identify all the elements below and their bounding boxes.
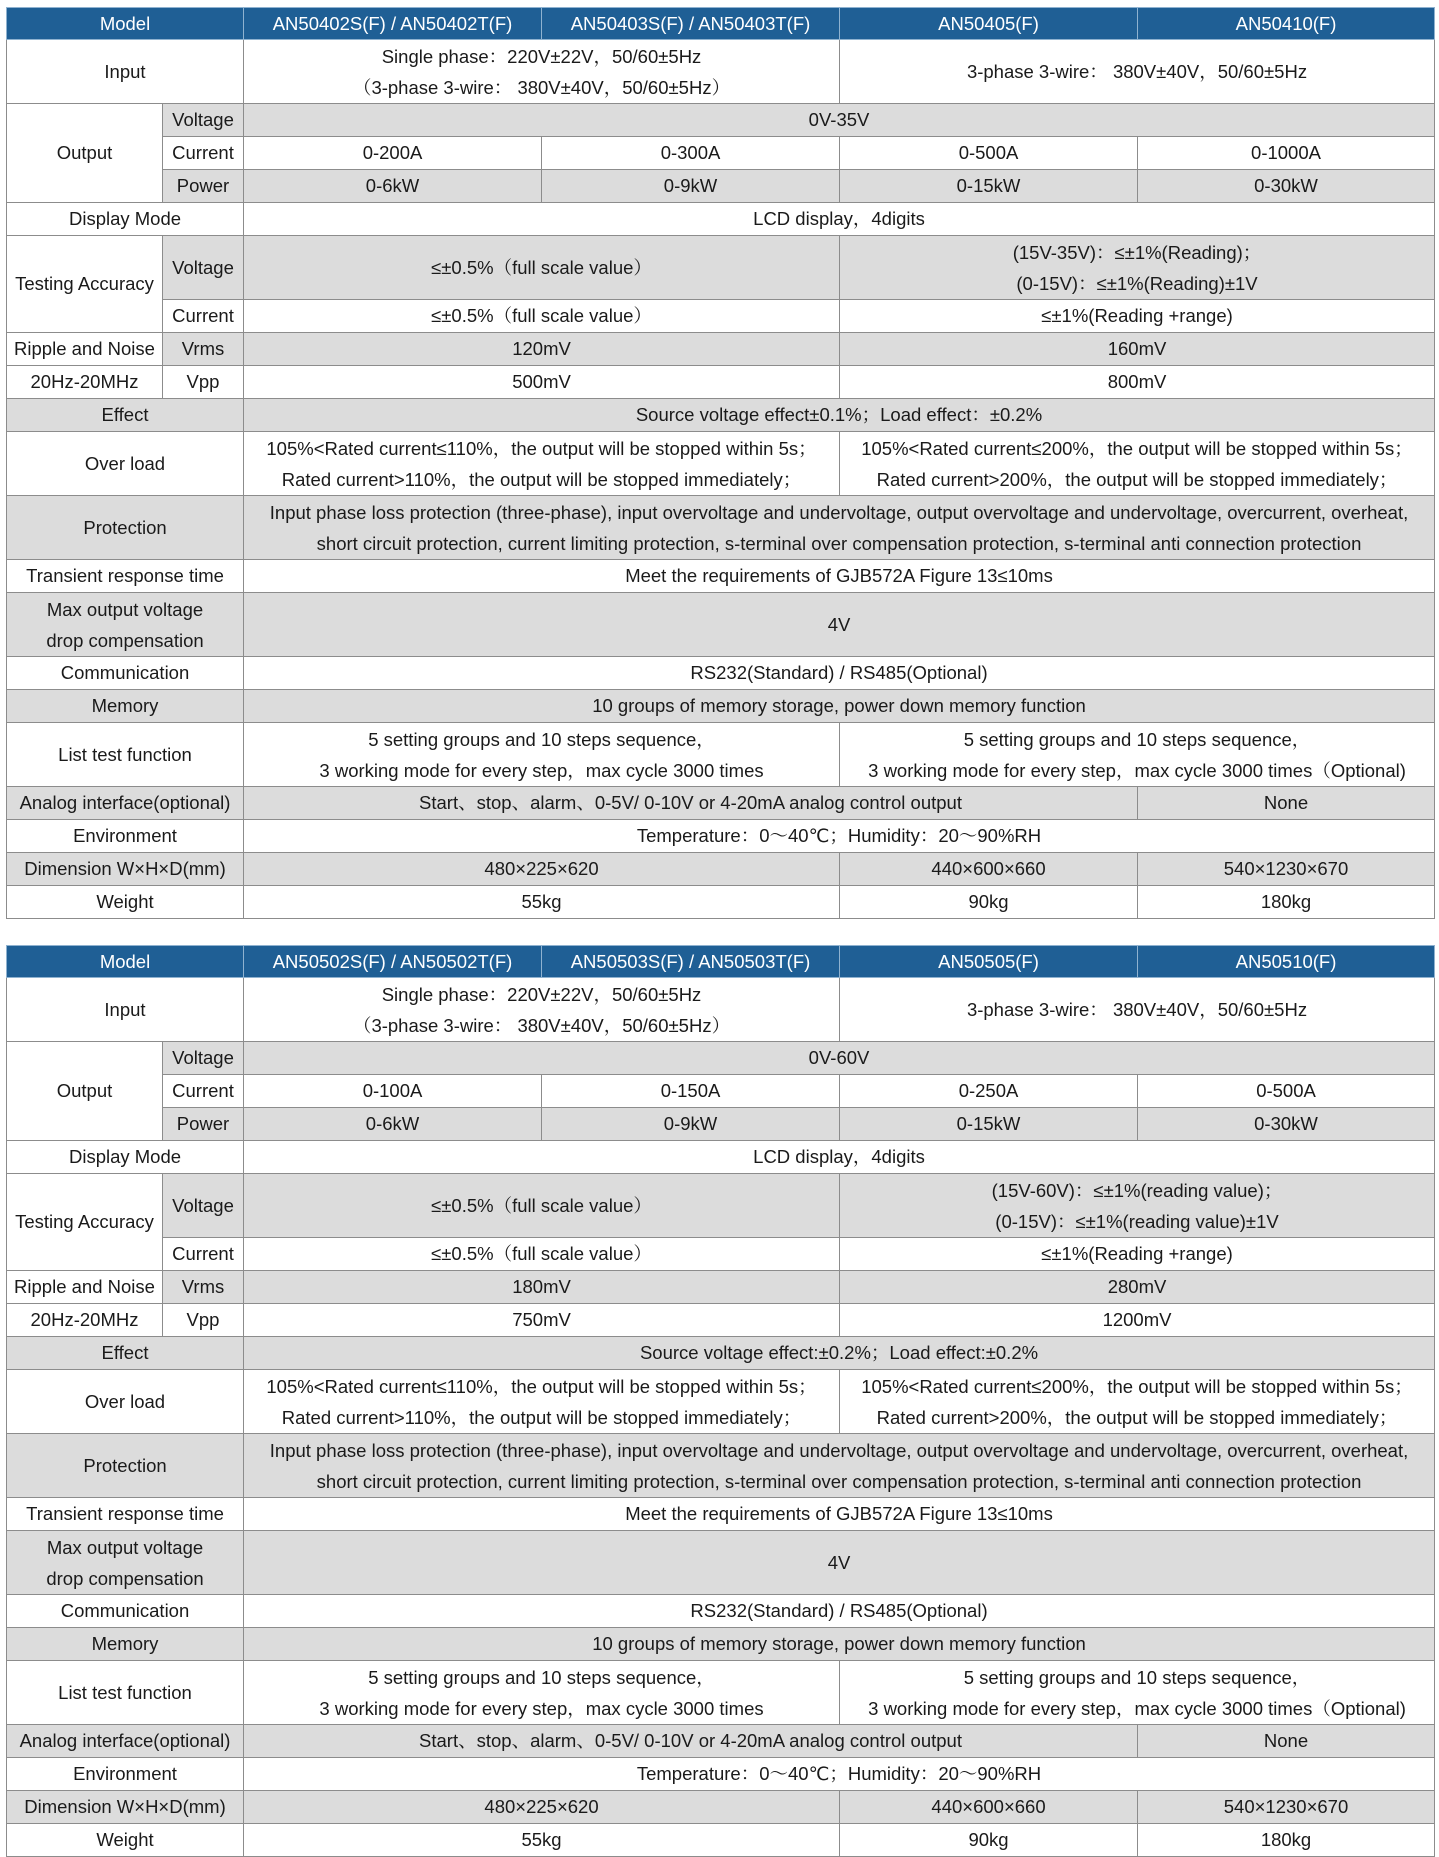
communication-value: RS232(Standard) / RS485(Optional) <box>244 657 1435 690</box>
maxdrop-label <box>7 1531 244 1595</box>
overload-a <box>244 432 840 496</box>
display-value: LCD display，4digits <box>244 203 1435 236</box>
ripple-vpp-b: 1200mV <box>840 1304 1435 1337</box>
list-a <box>244 1661 840 1725</box>
memory-label: Memory <box>7 690 244 723</box>
ripple-vpp-row <box>7 1304 1435 1337</box>
display-value: LCD display，4digits <box>244 1141 1435 1174</box>
input-label: Input <box>7 40 244 104</box>
effect-label: Effect <box>7 1337 244 1370</box>
output-current-1: 0-200A <box>244 137 542 170</box>
dimension-row <box>7 1791 1435 1824</box>
output-power-1: 0-6kW <box>244 170 542 203</box>
protection-row <box>7 1434 1435 1498</box>
output-power-4: 0-30kW <box>1138 170 1435 203</box>
analog-value-a: Start、stop、alarm、0-5V/ 0-10V or 4-20mA analog control output <box>244 787 1138 820</box>
list-b-line1: 5 setting groups and 10 steps sequence， <box>963 1666 1311 1688</box>
output-voltage-row <box>7 104 1435 137</box>
ripple-band-label: 20Hz-20MHz <box>7 366 163 399</box>
accuracy-voltage-b <box>840 236 1435 300</box>
list-a-line1: 5 setting groups and 10 steps sequence， <box>368 1666 715 1688</box>
weight-c: 180kg <box>1138 886 1435 919</box>
ripple-vpp-a: 750mV <box>244 1304 840 1337</box>
header-row <box>7 8 1435 40</box>
overload-a <box>244 1370 840 1434</box>
ripple-vrms-label: Vrms <box>163 1271 244 1304</box>
list-a-line2: 3 working mode for every step，max cycle 3000 times <box>319 759 764 781</box>
output-label: Output <box>7 104 163 203</box>
header-model-1: AN50502S(F) / AN50502T(F) <box>244 946 542 978</box>
output-current-4: 0-500A <box>1138 1075 1435 1108</box>
transient-value: Meet the requirements of GJB572A Figure 13≤10ms <box>244 1498 1435 1531</box>
transient-label: Transient response time <box>7 1498 244 1531</box>
environment-row <box>7 1758 1435 1791</box>
overload-a-line2: Rated current>110%，the output will be stopped immediately； <box>281 468 802 490</box>
environment-value: Temperature：0～40℃；Humidity：20～90%RH <box>244 1758 1435 1791</box>
accuracy-voltage-b-line2: (0-15V)：≤±1%(reading value)±1V <box>995 1210 1279 1232</box>
header-model-label: Model <box>7 8 244 40</box>
memory-value: 10 groups of memory storage, power down memory function <box>244 1628 1435 1661</box>
overload-b-line1: 105%<Rated current≤200%，the output will be stopped within 5s； <box>861 437 1413 459</box>
list-a <box>244 723 840 787</box>
analog-label: Analog interface(optional) <box>7 1725 244 1758</box>
output-power-3: 0-15kW <box>840 170 1138 203</box>
output-power-2: 0-9kW <box>542 170 840 203</box>
accuracy-current-label: Current <box>163 1238 244 1271</box>
accuracy-current-b: ≤±1%(Reading +range) <box>840 300 1435 333</box>
accuracy-voltage-row <box>7 1174 1435 1238</box>
output-voltage-label: Voltage <box>163 104 244 137</box>
accuracy-current-a: ≤±0.5%（full scale value） <box>244 300 840 333</box>
environment-value: Temperature：0～40℃；Humidity：20～90%RH <box>244 820 1435 853</box>
weight-label: Weight <box>7 886 244 919</box>
input-row <box>7 978 1435 1042</box>
dimension-c: 540×1230×670 <box>1138 853 1435 886</box>
header-model-3: AN50405(F) <box>840 8 1138 40</box>
dimension-b: 440×600×660 <box>840 1791 1138 1824</box>
output-voltage-value: 0V-35V <box>244 104 1435 137</box>
input-a-line1: Single phase：220V±22V，50/60±5Hz <box>381 983 702 1005</box>
accuracy-current-row <box>7 1238 1435 1271</box>
ripple-band-label: 20Hz-20MHz <box>7 1304 163 1337</box>
transient-value: Meet the requirements of GJB572A Figure 13≤10ms <box>244 560 1435 593</box>
output-power-row <box>7 1108 1435 1141</box>
output-current-label: Current <box>163 137 244 170</box>
maxdrop-label-line1: Max output voltage <box>46 1536 204 1558</box>
input-a-line1: Single phase：220V±22V，50/60±5Hz <box>381 45 702 67</box>
header-model-3: AN50505(F) <box>840 946 1138 978</box>
dimension-b: 440×600×660 <box>840 853 1138 886</box>
output-current-3: 0-500A <box>840 137 1138 170</box>
ripple-vpp-b: 800mV <box>840 366 1435 399</box>
protection-line2: short circuit protection, current limiting protection, s-terminal over compensation protection, s-terminal anti connection protection <box>316 1470 1362 1492</box>
list-b-line2: 3 working mode for every step，max cycle 3000 times（Optional) <box>868 759 1406 781</box>
effect-row <box>7 399 1435 432</box>
overload-row <box>7 1370 1435 1434</box>
header-model-4: AN50410(F) <box>1138 8 1435 40</box>
accuracy-current-b: ≤±1%(Reading +range) <box>840 1238 1435 1271</box>
maxdrop-row <box>7 1531 1435 1595</box>
dimension-a: 480×225×620 <box>244 853 840 886</box>
output-power-label: Power <box>163 170 244 203</box>
analog-value-a: Start、stop、alarm、0-5V/ 0-10V or 4-20mA analog control output <box>244 1725 1138 1758</box>
accuracy-label: Testing Accuracy <box>7 236 163 333</box>
output-current-row <box>7 137 1435 170</box>
input-value-b: 3-phase 3-wire： 380V±40V，50/60±5Hz <box>840 978 1435 1042</box>
protection-label: Protection <box>7 1434 244 1498</box>
overload-b-line1: 105%<Rated current≤200%，the output will be stopped within 5s； <box>861 1375 1413 1397</box>
environment-label: Environment <box>7 820 244 853</box>
protection-line2: short circuit protection, current limiting protection, s-terminal over compensation protection, s-terminal anti connection protection <box>316 532 1362 554</box>
accuracy-voltage-b-line1: (15V-35V)：≤±1%(Reading)； <box>1012 241 1262 263</box>
display-row <box>7 203 1435 236</box>
accuracy-voltage-b-line2: (0-15V)：≤±1%(Reading)±1V <box>1016 272 1258 294</box>
output-power-2: 0-9kW <box>542 1108 840 1141</box>
maxdrop-value: 4V <box>244 593 1435 657</box>
weight-row <box>7 1824 1435 1857</box>
transient-row <box>7 1498 1435 1531</box>
environment-row <box>7 820 1435 853</box>
ripple-vrms-b: 160mV <box>840 333 1435 366</box>
memory-row <box>7 690 1435 723</box>
ripple-vpp-a: 500mV <box>244 366 840 399</box>
dimension-label: Dimension W×H×D(mm) <box>7 1791 244 1824</box>
weight-row <box>7 886 1435 919</box>
input-a-line2: （3-phase 3-wire： 380V±40V，50/60±5Hz） <box>352 76 731 98</box>
list-a-line2: 3 working mode for every step，max cycle 3000 times <box>319 1697 764 1719</box>
ripple-vpp-label: Vpp <box>163 366 244 399</box>
maxdrop-value: 4V <box>244 1531 1435 1595</box>
overload-label: Over load <box>7 432 244 496</box>
accuracy-voltage-label: Voltage <box>163 236 244 300</box>
maxdrop-label-line2: drop compensation <box>46 1567 204 1589</box>
output-current-row <box>7 1075 1435 1108</box>
output-voltage-label: Voltage <box>163 1042 244 1075</box>
effect-row <box>7 1337 1435 1370</box>
ripple-vpp-label: Vpp <box>163 1304 244 1337</box>
input-row <box>7 40 1435 104</box>
protection-value <box>244 1434 1435 1498</box>
output-current-4: 0-1000A <box>1138 137 1435 170</box>
effect-value: Source voltage effect±0.1%；Load effect：±0.2% <box>244 399 1435 432</box>
ripple-label: Ripple and Noise <box>7 333 163 366</box>
dimension-row <box>7 853 1435 886</box>
input-a-line2: （3-phase 3-wire： 380V±40V，50/60±5Hz） <box>352 1014 731 1036</box>
list-a-line1: 5 setting groups and 10 steps sequence， <box>368 728 715 750</box>
analog-value-b: None <box>1138 787 1435 820</box>
accuracy-voltage-a: ≤±0.5%（full scale value） <box>244 236 840 300</box>
ripple-vrms-row <box>7 333 1435 366</box>
protection-line1: Input phase loss protection (three-phase), input overvoltage and undervoltage, output overvoltage and undervoltage, overcurrent, overheat, <box>269 1439 1409 1461</box>
list-label: List test function <box>7 1661 244 1725</box>
header-model-2: AN50503S(F) / AN50503T(F) <box>542 946 840 978</box>
overload-a-line2: Rated current>110%，the output will be stopped immediately； <box>281 1406 802 1428</box>
input-value-b: 3-phase 3-wire： 380V±40V，50/60±5Hz <box>840 40 1435 104</box>
weight-label: Weight <box>7 1824 244 1857</box>
list-label: List test function <box>7 723 244 787</box>
environment-label: Environment <box>7 1758 244 1791</box>
maxdrop-label-line1: Max output voltage <box>46 598 204 620</box>
communication-value: RS232(Standard) / RS485(Optional) <box>244 1595 1435 1628</box>
accuracy-current-a: ≤±0.5%（full scale value） <box>244 1238 840 1271</box>
spec-table-1 <box>6 7 1435 919</box>
communication-row <box>7 657 1435 690</box>
weight-b: 90kg <box>840 886 1138 919</box>
accuracy-label: Testing Accuracy <box>7 1174 163 1271</box>
output-power-1: 0-6kW <box>244 1108 542 1141</box>
output-label: Output <box>7 1042 163 1141</box>
overload-b <box>840 432 1435 496</box>
transient-row <box>7 560 1435 593</box>
analog-row <box>7 787 1435 820</box>
list-b-line2: 3 working mode for every step，max cycle 3000 times（Optional) <box>868 1697 1406 1719</box>
dimension-c: 540×1230×670 <box>1138 1791 1435 1824</box>
accuracy-voltage-b <box>840 1174 1435 1238</box>
ripple-vpp-row <box>7 366 1435 399</box>
communication-label: Communication <box>7 657 244 690</box>
maxdrop-row <box>7 593 1435 657</box>
output-current-1: 0-100A <box>244 1075 542 1108</box>
dimension-a: 480×225×620 <box>244 1791 840 1824</box>
accuracy-current-label: Current <box>163 300 244 333</box>
accuracy-voltage-b-line1: (15V-60V)：≤±1%(reading value)； <box>991 1179 1283 1201</box>
ripple-vrms-label: Vrms <box>163 333 244 366</box>
accuracy-voltage-row <box>7 236 1435 300</box>
analog-label: Analog interface(optional) <box>7 787 244 820</box>
accuracy-voltage-label: Voltage <box>163 1174 244 1238</box>
output-current-2: 0-150A <box>542 1075 840 1108</box>
memory-label: Memory <box>7 1628 244 1661</box>
weight-a: 55kg <box>244 886 840 919</box>
ripple-vrms-b: 280mV <box>840 1271 1435 1304</box>
input-value-a <box>244 40 840 104</box>
list-b-line1: 5 setting groups and 10 steps sequence， <box>963 728 1311 750</box>
list-row <box>7 1661 1435 1725</box>
overload-a-line1: 105%<Rated current≤110%，the output will be stopped within 5s； <box>266 1375 817 1397</box>
overload-label: Over load <box>7 1370 244 1434</box>
transient-label: Transient response time <box>7 560 244 593</box>
list-b <box>840 1661 1435 1725</box>
protection-label: Protection <box>7 496 244 560</box>
analog-row <box>7 1725 1435 1758</box>
overload-b-line2: Rated current>200%，the output will be stopped immediately； <box>876 468 1398 490</box>
protection-row <box>7 496 1435 560</box>
output-power-3: 0-15kW <box>840 1108 1138 1141</box>
memory-value: 10 groups of memory storage, power down memory function <box>244 690 1435 723</box>
output-current-label: Current <box>163 1075 244 1108</box>
header-model-4: AN50510(F) <box>1138 946 1435 978</box>
spec-table-2 <box>6 945 1435 1857</box>
overload-a-line1: 105%<Rated current≤110%，the output will be stopped within 5s； <box>266 437 817 459</box>
accuracy-voltage-a: ≤±0.5%（full scale value） <box>244 1174 840 1238</box>
display-label: Display Mode <box>7 1141 244 1174</box>
output-current-3: 0-250A <box>840 1075 1138 1108</box>
header-model-1: AN50402S(F) / AN50402T(F) <box>244 8 542 40</box>
maxdrop-label-line2: drop compensation <box>46 629 204 651</box>
header-row <box>7 946 1435 978</box>
effect-value: Source voltage effect:±0.2%；Load effect:±0.2% <box>244 1337 1435 1370</box>
ripple-vrms-a: 120mV <box>244 333 840 366</box>
input-value-a <box>244 978 840 1042</box>
header-model-label: Model <box>7 946 244 978</box>
protection-line1: Input phase loss protection (three-phase), input overvoltage and undervoltage, output overvoltage and undervoltage, overcurrent, overheat, <box>269 501 1409 523</box>
header-model-2: AN50403S(F) / AN50403T(F) <box>542 8 840 40</box>
overload-b-line2: Rated current>200%，the output will be stopped immediately； <box>876 1406 1398 1428</box>
output-power-label: Power <box>163 1108 244 1141</box>
accuracy-current-row <box>7 300 1435 333</box>
communication-row <box>7 1595 1435 1628</box>
ripple-vrms-row <box>7 1271 1435 1304</box>
list-b <box>840 723 1435 787</box>
weight-a: 55kg <box>244 1824 840 1857</box>
weight-b: 90kg <box>840 1824 1138 1857</box>
output-voltage-value: 0V-60V <box>244 1042 1435 1075</box>
maxdrop-label <box>7 593 244 657</box>
display-label: Display Mode <box>7 203 244 236</box>
output-power-4: 0-30kW <box>1138 1108 1435 1141</box>
overload-b <box>840 1370 1435 1434</box>
dimension-label: Dimension W×H×D(mm) <box>7 853 244 886</box>
communication-label: Communication <box>7 1595 244 1628</box>
overload-row <box>7 432 1435 496</box>
output-power-row <box>7 170 1435 203</box>
display-row <box>7 1141 1435 1174</box>
input-label: Input <box>7 978 244 1042</box>
ripple-vrms-a: 180mV <box>244 1271 840 1304</box>
output-voltage-row <box>7 1042 1435 1075</box>
list-row <box>7 723 1435 787</box>
protection-value <box>244 496 1435 560</box>
analog-value-b: None <box>1138 1725 1435 1758</box>
memory-row <box>7 1628 1435 1661</box>
effect-label: Effect <box>7 399 244 432</box>
ripple-label: Ripple and Noise <box>7 1271 163 1304</box>
weight-c: 180kg <box>1138 1824 1435 1857</box>
output-current-2: 0-300A <box>542 137 840 170</box>
